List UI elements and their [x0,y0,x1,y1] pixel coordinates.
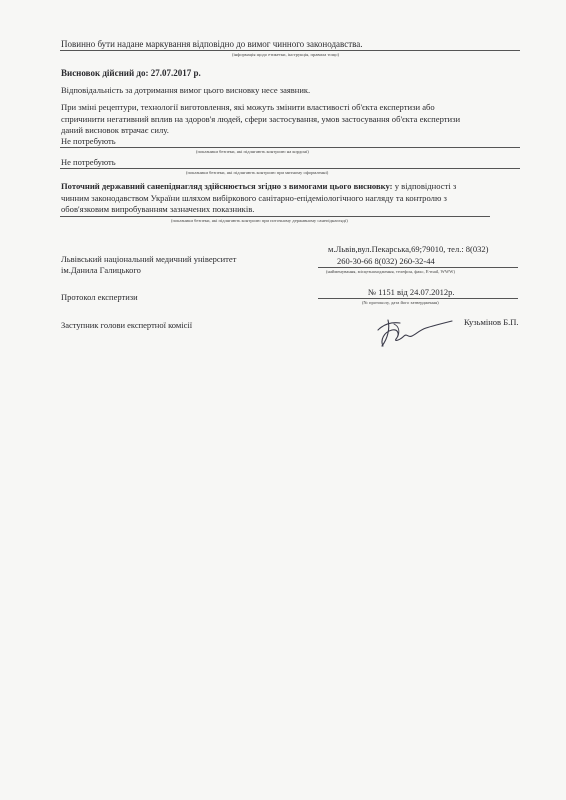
change-line-2: спричинити негативний вплив на здоров'я людей, сфери застосування, умов застосування об'єкта експертизи [61,113,461,124]
institution-caption: (найменування, місцезнаходження, телефон, факс, E-mail, WWW) [326,269,456,274]
institution-address-line-1: м.Львів,вул.Пекарська,69;79010, тел.: 8(032) [328,244,489,254]
marking-text: Повинно бути надане маркування відповідно до вимог чинного законодавства. [61,39,363,49]
validity-text: Висновок дійсний до: 27.07.2017 р. [61,68,201,78]
change-line-3: даний висновок втрачає силу. [61,125,169,135]
responsibility-text: Відповідальність за дотримання вимог цього висновку несе заявник. [61,85,311,95]
supervision-caption: (показники безпеки, які підлягають контролю при поточному державному санепіднагляді) [171,218,348,223]
protocol-label: Протокол експертизи [61,292,138,302]
border-control-caption: (показники безпеки, які підлягають контролю на кордоні) [196,149,309,154]
supervision-line-1: у відповідності з [394,181,457,191]
customs-rule [60,168,520,169]
deputy-name: Кузьмінов Б.П. [464,317,519,327]
protocol-rule [318,298,518,299]
marking-caption: (інформація щодо етикетки, інструкцiя, правила тощо) [232,52,340,57]
supervision-line-3: обов'язковим випробуванням зазначених показників. [61,204,255,214]
supervision-bold: Поточний державний санепіднагляд здійснюється згідно з вимогами цього висновку: [61,181,393,191]
marking-rule [60,50,520,51]
border-control-value: Не потребують [61,136,116,146]
institution-address-line-2: 260-30-66 8(032) 260-32-44 [337,256,435,266]
institution-name-line-1: Львівський національний медичний університет [61,254,237,264]
supervision-line-2: чинним законодавством України шляхом вибіркового санітарно-епідеміологічного нагляду та контролю з [61,192,447,203]
change-paragraph [61,102,506,137]
signature-image [374,312,456,350]
change-line-1: При зміні рецептури, технології виготовлення, які можуть змінити властивості об'єкта експертизи або [61,102,435,112]
institution-name-line-2: ім.Данила Галицького [61,265,141,275]
customs-caption: (показники безпеки, які підлягають контролю при митному оформленні) [186,170,329,175]
border-control-rule [60,147,520,148]
institution-rule [318,267,518,268]
supervision-paragraph [61,181,531,216]
protocol-caption: (№ протоколу, дата його затвердження) [362,300,439,305]
protocol-number: № 1151 від 24.07.2012р. [368,287,455,297]
deputy-label: Заступник голови експертної комісії [61,320,193,330]
customs-value: Не потребують [61,157,116,167]
supervision-rule [60,216,490,217]
